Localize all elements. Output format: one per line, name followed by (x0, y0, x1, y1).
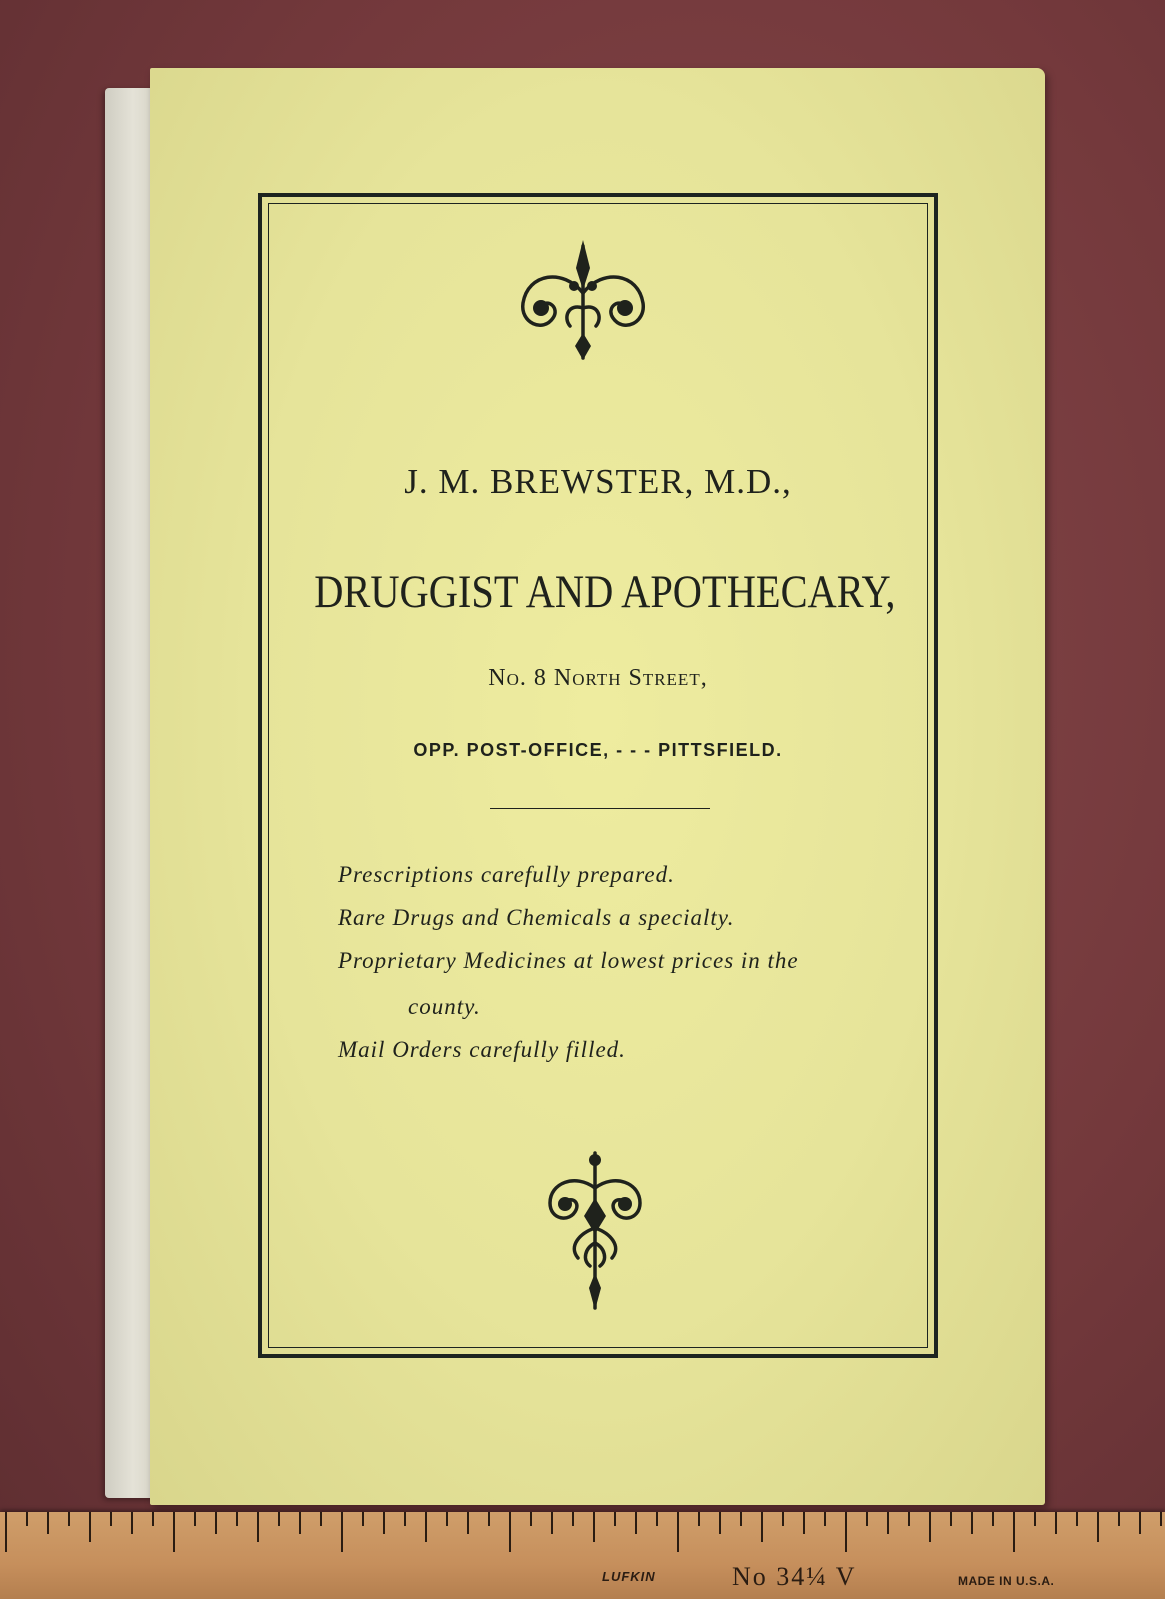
feature-line: Rare Drugs and Chemicals a specialty. (338, 905, 735, 930)
top-ornament-icon (508, 238, 658, 363)
locality-line: OPP. POST-OFFICE, - - - PITTSFIELD. (413, 740, 783, 760)
ruler-model: No 34¼ V (732, 1562, 857, 1591)
street-address: No. 8 North Street, (488, 665, 708, 691)
feature-line: Mail Orders carefully filled. (338, 1037, 626, 1062)
ruler-made-in: MADE IN U.S.A. (958, 1574, 1055, 1588)
feature-line: county. (408, 994, 481, 1019)
proprietor-name: J. M. BREWSTER, M.D., (404, 462, 792, 501)
feature-line: Proprietary Medicines at lowest prices in the (338, 948, 799, 973)
bottom-ornament-icon (540, 1148, 650, 1313)
business-title: DRUGGIST AND APOTHECARY, (314, 566, 896, 618)
ruler-brand: LUFKIN (602, 1569, 656, 1584)
divider-rule (490, 808, 710, 809)
feature-line: Prescriptions carefully prepared. (338, 862, 675, 887)
